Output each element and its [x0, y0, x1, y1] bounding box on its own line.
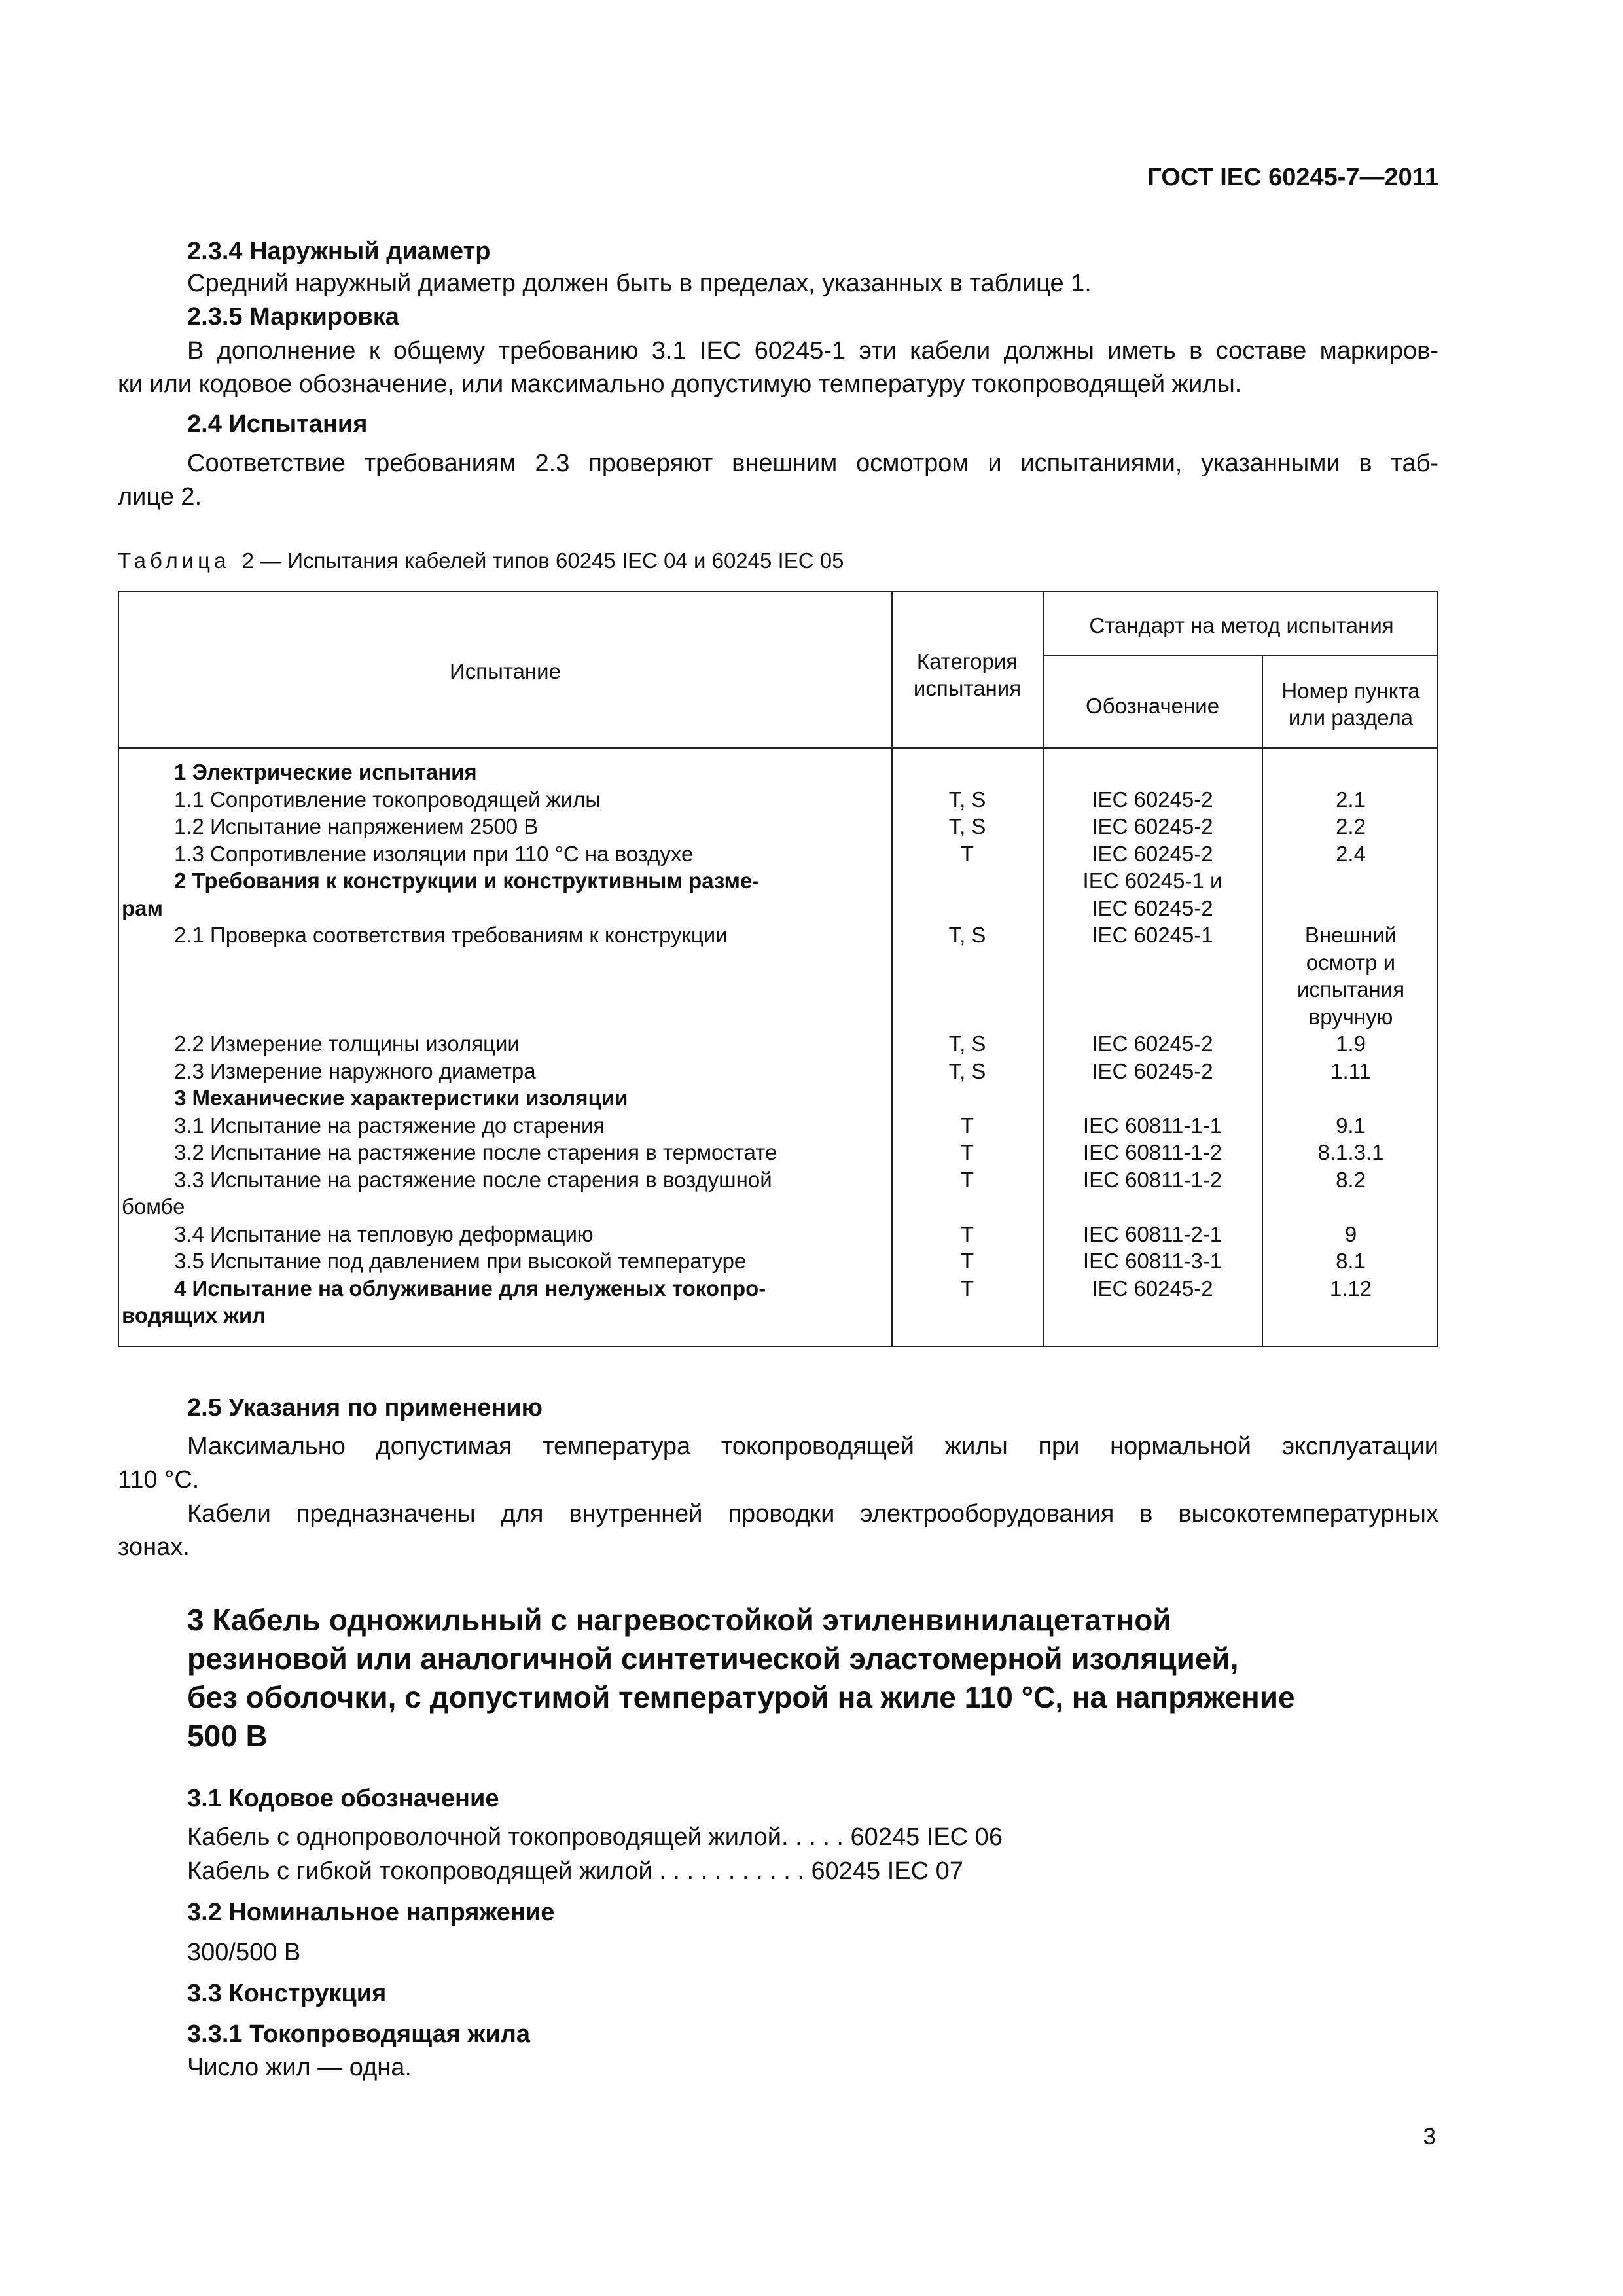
cell-clause: вручную: [1308, 1005, 1393, 1029]
cell-designation: IEC 60245-2: [1092, 787, 1213, 812]
table-caption: [118, 548, 844, 573]
cell-category: T: [960, 842, 974, 866]
code-line-flexible: Кабель с гибкой токопроводящей жилой . . . . . . . . . . . 60245 IEC 07: [187, 1857, 963, 1885]
cell-clause: 9.1: [1336, 1113, 1366, 1138]
table-header-bottom-line: [119, 747, 1437, 749]
section-3-3-title: 3.3 Конструкция: [187, 1980, 387, 2007]
cell-test: 1.1 Сопротивление токопроводящей жилы: [174, 787, 601, 812]
cell-test: 2 Требования к конструкции и конструктивным разме-: [174, 869, 760, 893]
cell-designation: IEC 60245-2: [1092, 1276, 1213, 1300]
cell-category: T, S: [948, 1031, 986, 1056]
cell-test: 3.2 Испытание на растяжение после старения в термостате: [174, 1140, 777, 1164]
cell-test: 2.1 Проверка соответствия требованиям к конструкции: [174, 923, 728, 947]
cell-designation: IEC 60245-2: [1092, 1031, 1213, 1056]
section-2-3-5-text-line1: В дополнение к общему требованию 3.1 IEC 60245-1 эти кабели должны иметь в составе маркиров-: [187, 337, 1438, 365]
cell-category: T: [960, 1113, 974, 1138]
cell-designation: IEC 60811-1-1: [1082, 1113, 1222, 1138]
section-3-title-line3: без оболочки, с допустимой температурой на жиле 110 °С, на напряжение: [187, 1680, 1295, 1714]
cell-clause: осмотр и: [1306, 950, 1396, 975]
cell-designation: IEC 60811-1-2: [1082, 1168, 1222, 1192]
section-2-3-5-title: 2.3.5 Маркировка: [187, 303, 399, 331]
section-3-1-title: 3.1 Кодовое обозначение: [187, 1785, 499, 1812]
cell-designation: IEC 60245-2: [1092, 1059, 1213, 1083]
cell-category: T: [960, 1140, 974, 1164]
cell-clause: испытания: [1296, 977, 1405, 1001]
section-2-5-p2-line2: зонах.: [118, 1534, 190, 1561]
cell-clause: 2.2: [1336, 814, 1366, 838]
table-divider: [1043, 655, 1437, 656]
cell-category: T: [960, 1168, 974, 1192]
cell-test: 2.2 Измерение толщины изоляции: [174, 1031, 520, 1056]
header-test: Испытание: [450, 659, 561, 683]
table-caption-prefix: Таблица: [118, 548, 230, 573]
section-3-2-title: 3.2 Номинальное напряжение: [187, 1899, 555, 1926]
cell-test: 4 Испытание на облуживание для нелуженых токопро-: [174, 1276, 766, 1300]
section-2-5-p1-line1: Максимально допустимая температура токопроводящей жилы при нормальной эксплуатации: [187, 1433, 1438, 1460]
cell-category: T, S: [948, 814, 986, 838]
header-clause-line1: Номер пункта: [1281, 679, 1420, 703]
cell-category: T: [960, 1249, 974, 1273]
cell-clause: 2.4: [1336, 842, 1366, 866]
cell-clause: 1.11: [1330, 1059, 1371, 1083]
cell-test: 3.1 Испытание на растяжение до старения: [174, 1113, 605, 1138]
header-category-line1: Категория: [916, 649, 1018, 673]
cell-test: 1.3 Сопротивление изоляции при 110 °С на воздухе: [174, 842, 694, 866]
cell-test: 3.5 Испытание под давлением при высокой температуре: [174, 1249, 747, 1273]
cell-test: водящих жил: [122, 1303, 266, 1327]
test-table: [118, 591, 1438, 1347]
section-2-5-title: 2.5 Указания по применению: [187, 1394, 543, 1422]
cell-clause: 1.9: [1336, 1031, 1366, 1056]
cell-test: бомбе: [122, 1194, 185, 1219]
section-2-3-5-text-line2: ки или кодовое обозначение, или максимально допустимую температуру токопроводящей жилы.: [118, 370, 1242, 398]
cell-designation: IEC 60811-2-1: [1082, 1222, 1222, 1246]
page-number: 3: [1423, 2124, 1436, 2149]
section-2-4-title: 2.4 Испытания: [187, 410, 368, 438]
cell-designation: IEC 60245-2: [1092, 842, 1213, 866]
cell-test: 3.3 Испытание на растяжение после старения в воздушной: [174, 1168, 772, 1192]
cell-designation: IEC 60245-2: [1092, 814, 1213, 838]
header-clause-line2: или раздела: [1288, 706, 1414, 730]
section-2-4-text-line1: Соответствие требованиям 2.3 проверяют внешним осмотром и испытаниями, указанными в таб-: [187, 450, 1438, 477]
cell-category: T, S: [948, 787, 986, 812]
cell-designation: IEC 60245-1: [1092, 923, 1213, 947]
section-3-title-line1: 3 Кабель одножильный с нагревостойкой этиленвинилацетатной: [187, 1603, 1171, 1637]
header-standard: Стандарт на метод испытания: [1089, 613, 1394, 637]
cell-category: T: [960, 1276, 974, 1300]
cell-test: 1 Электрические испытания: [174, 760, 477, 784]
header-category-line2: испытания: [913, 676, 1022, 700]
cell-test: 2.3 Измерение наружного диаметра: [174, 1059, 536, 1083]
code-line-solid: Кабель с однопроволочной токопроводящей жилой. . . . . 60245 IEC 06: [187, 1823, 1003, 1851]
section-2-5-p2-line1: Кабели предназначены для внутренней проводки электрооборудования в высокотемпературных: [187, 1500, 1438, 1528]
section-3-3-1-text: Число жил — одна.: [187, 2054, 412, 2081]
cell-test: 3.4 Испытание на тепловую деформацию: [174, 1222, 594, 1246]
cell-clause: 8.2: [1336, 1168, 1366, 1192]
cell-test: 3 Механические характеристики изоляции: [174, 1086, 628, 1110]
header-designation: Обозначение: [1085, 694, 1220, 718]
cell-clause: 8.1.3.1: [1317, 1140, 1384, 1164]
section-2-5-p1-line2: 110 °С.: [118, 1466, 200, 1494]
table-caption-text: 2 — Испытания кабелей типов 60245 IEC 04 и 60245 IEC 05: [241, 548, 844, 573]
section-2-4-text-line2: лице 2.: [118, 483, 202, 511]
cell-category: T, S: [948, 923, 986, 947]
section-3-3-1-title: 3.3.1 Токопроводящая жила: [187, 2020, 531, 2048]
cell-clause: 1.12: [1329, 1276, 1372, 1300]
cell-designation: IEC 60811-1-2: [1082, 1140, 1222, 1164]
document-code: ГОСТ IEC 60245-7—2011: [1147, 164, 1438, 191]
section-2-3-4-title: 2.3.4 Наружный диаметр: [187, 238, 491, 265]
cell-clause: 2.1: [1336, 787, 1366, 812]
cell-designation: IEC 60245-2: [1092, 896, 1213, 920]
cell-clause: Внешний: [1304, 923, 1397, 947]
cell-clause: 8.1: [1336, 1249, 1366, 1273]
section-3-title-line2: резиновой или аналогичной синтетической эластомерной изоляцией,: [187, 1641, 1239, 1676]
section-3-title-line4: 500 В: [187, 1719, 268, 1753]
section-2-3-4-text: Средний наружный диаметр должен быть в пределах, указанных в таблице 1.: [187, 270, 1092, 297]
cell-clause: 9: [1344, 1222, 1357, 1246]
cell-category: T, S: [948, 1059, 986, 1083]
cell-test: 1.2 Испытание напряжением 2500 В: [174, 814, 539, 838]
section-3-2-text: 300/500 В: [187, 1939, 301, 1966]
cell-designation: IEC 60811-3-1: [1082, 1249, 1222, 1273]
cell-designation: IEC 60245-1 и: [1082, 869, 1222, 893]
cell-test: рам: [122, 896, 163, 920]
cell-category: T: [960, 1222, 974, 1246]
